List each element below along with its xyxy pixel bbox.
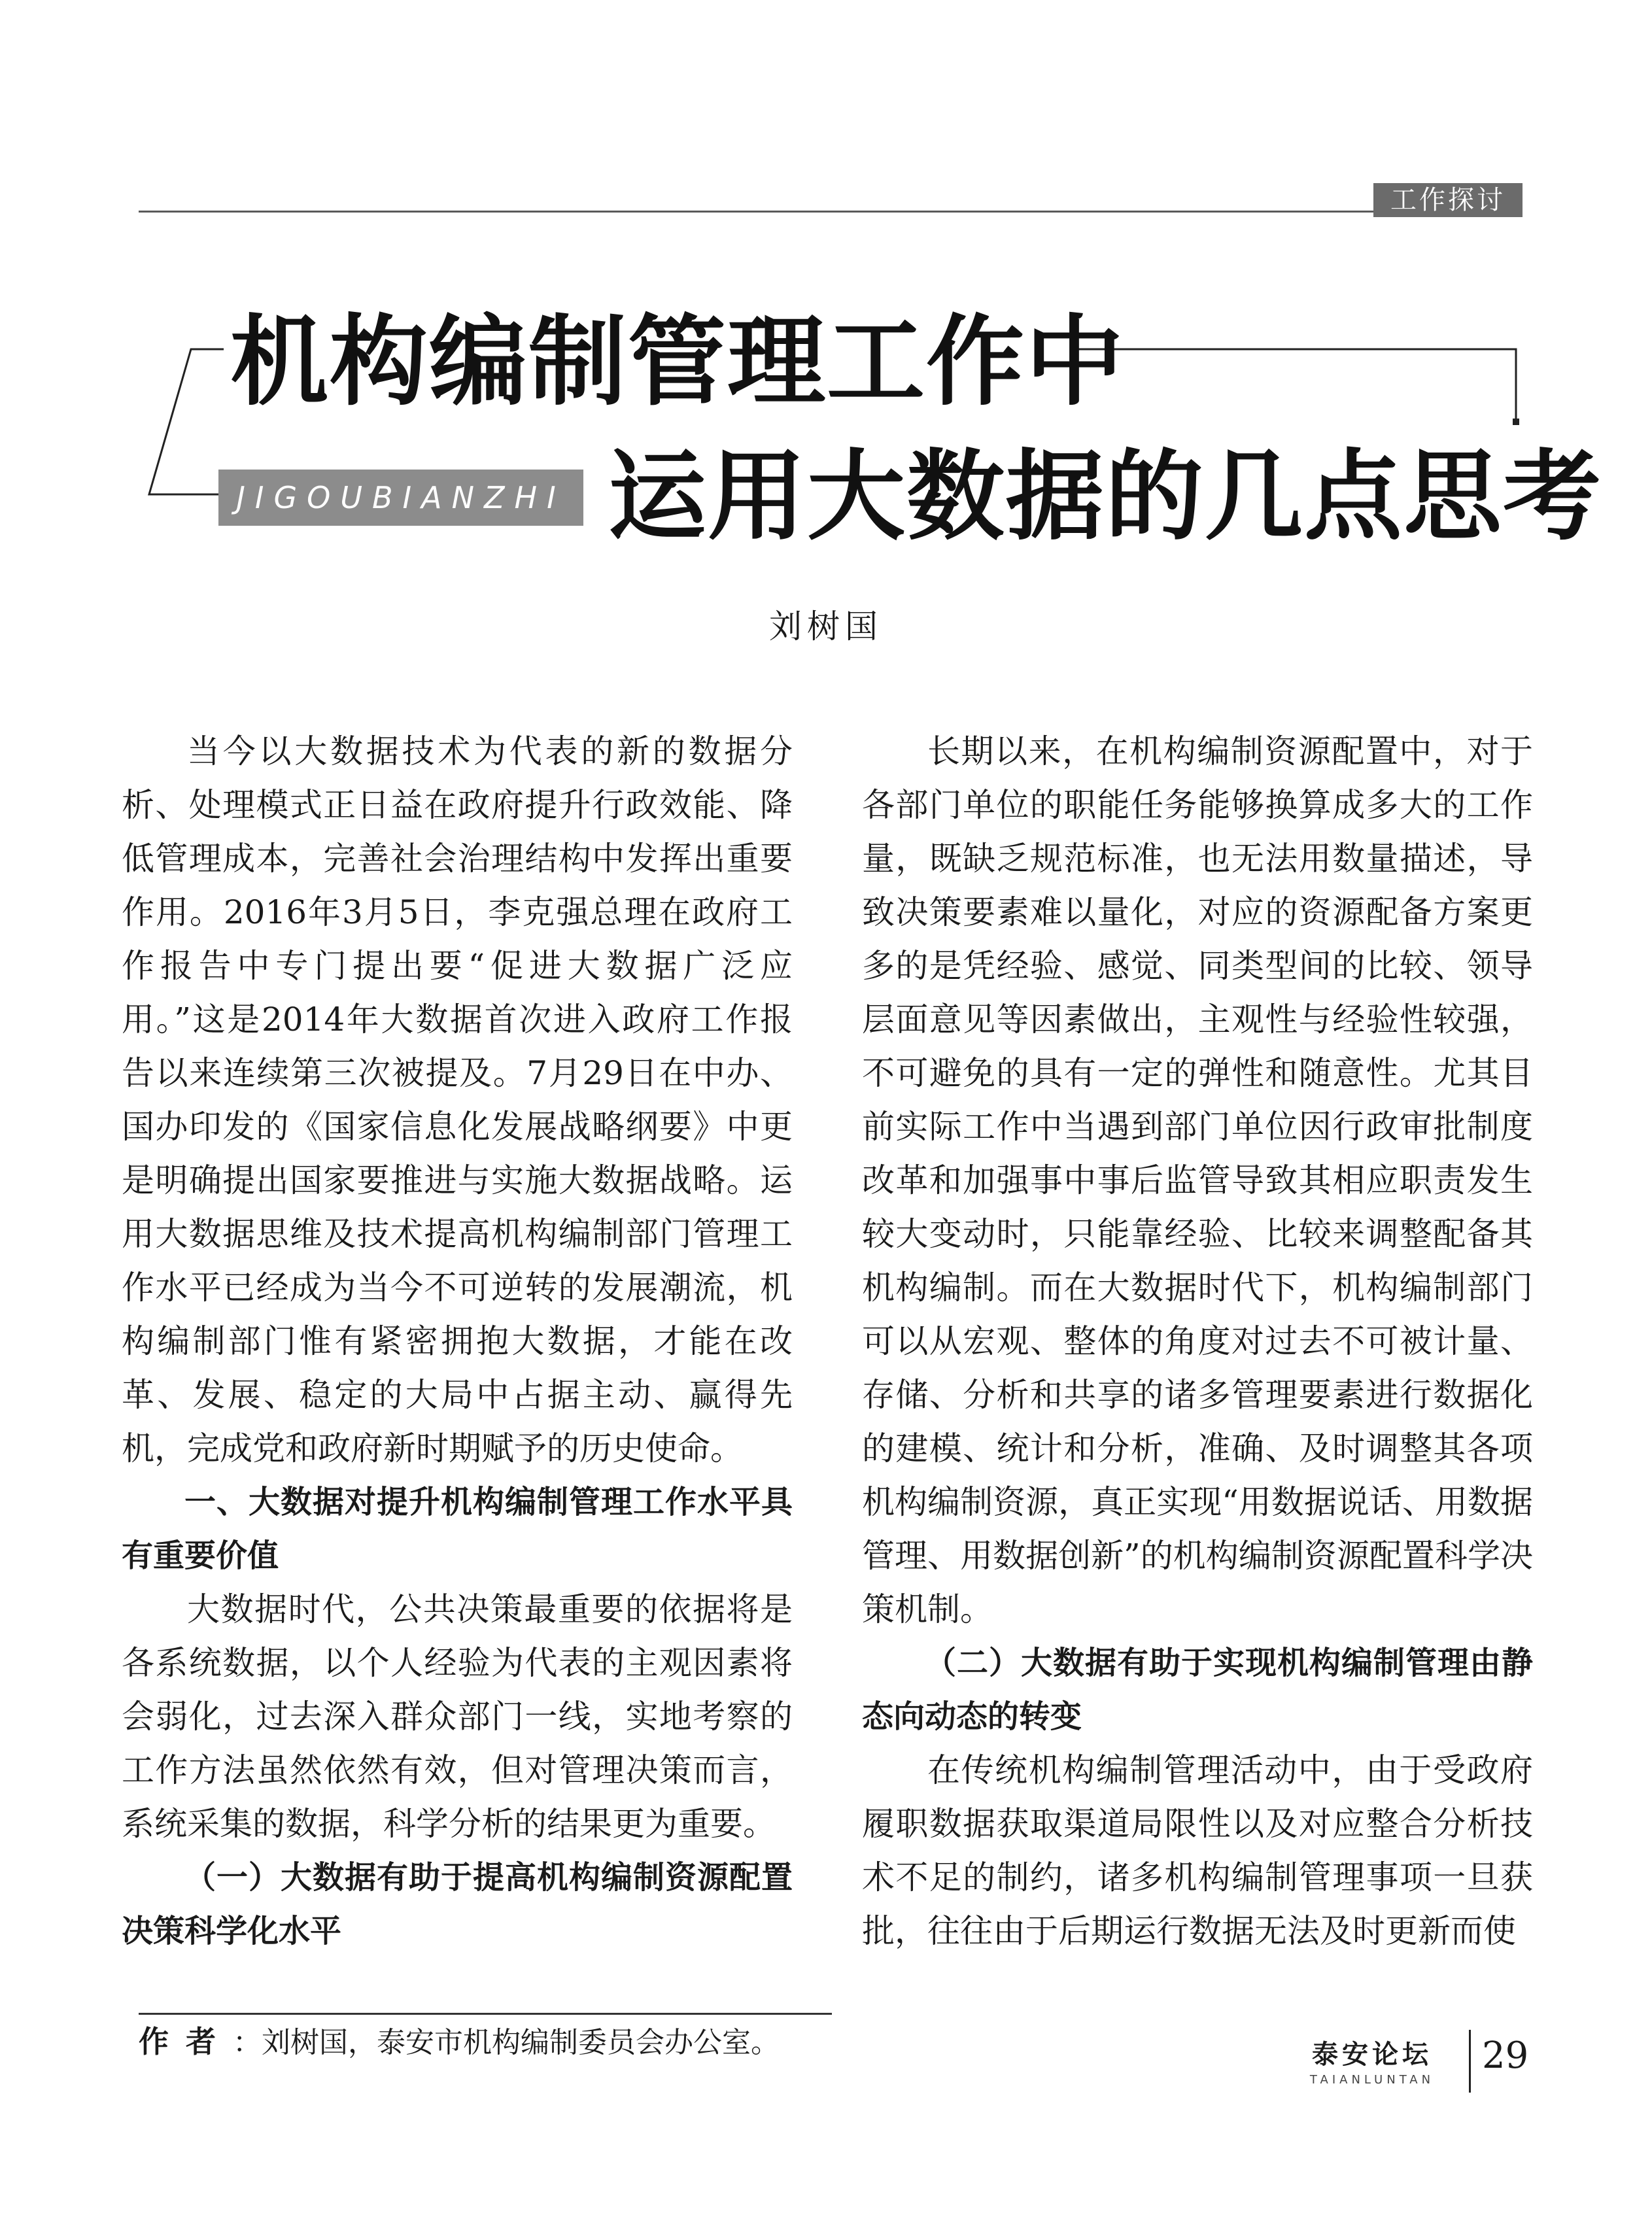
paragraph: 大数据时代，公共决策最重要的依据将是各系统数据，以个人经验为代表的主观因素将会弱化，过去深入群众部门一线，实地考察的工作方法虽然依然有效，但对管理决策而言，系统采集的数据，科学分析的结果更为重要。 [122,1590,793,1843]
title-pinyin-badge: JIGOUBIANZHI [218,470,583,526]
page-number: 29 [1482,2034,1529,2077]
journal-pinyin: TAIANLUNTAN [1309,2073,1435,2087]
section-tag: 工作探讨 [1373,183,1523,217]
paragraph: 当今以大数据技术为代表的新的数据分析、处理模式正日益在政府提升行政效能、降低管理成本，完善社会治理结构中发挥出重要作用。2016年3月5日，李克强总理在政府工作报告中专门提出要“促进大数据广泛应用。”这是2014年大数据首次进入政府工作报告以来连续第三次被提及。7月29日在中办、国办印发的《国家信息化发展战略纲要》中更是明确提出国家要推进与实施大数据战略。运用大数据思维及技术提高机构编制部门管理工作水平已经成为当今不可逆转的发展潮流，机构编制部门惟有紧密拥抱大数据，才能在改革、发展、稳定的大局中占据主动、赢得先机，完成党和政府新时期赋予的历史使命。 [122,732,793,1467]
header-rule [139,211,1523,213]
footnote-text: ：刘树国，泰安市机构编制委员会办公室。 [233,2026,780,2059]
footnote-rule [139,2013,832,2015]
footnote-label: 作者 [139,2024,233,2059]
author-footnote [139,2021,780,2064]
journal-name: 泰安论坛 [1312,2040,1432,2070]
title-frame-dot [1513,419,1519,425]
title-line-2: 运用大数据的几点思考 [608,440,1603,554]
title-frame-left-bracket [149,349,224,494]
section-heading: 一、大数据对提升机构编制管理工作水平具有重要价值 [122,1484,793,1574]
paragraph: 在传统机构编制管理活动中，由于受政府履职数据获取渠道局限性以及对应整合分析技术不足的制约，诸多机构编制管理事项一旦获批，往往由于后期运行数据无法及时更新而使 [862,1751,1533,1950]
title-frame-right-bracket [1073,349,1516,419]
left-column [122,725,793,1958]
author-name: 刘树国 [769,608,883,645]
subsection-heading: （一）大数据有助于提高机构编制资源配置决策科学化水平 [122,1859,793,1949]
right-column [862,725,1533,1958]
title-line-1: 机构编制管理工作中 [230,305,1126,419]
subsection-heading: （二）大数据有助于实现机构编制管理由静态向动态的转变 [862,1645,1533,1735]
folio-divider [1469,2030,1471,2093]
paragraph: 长期以来，在机构编制资源配置中，对于各部门单位的职能任务能够换算成多大的工作量，既缺乏规范标准，也无法用数量描述，导致决策要素难以量化，对应的资源配备方案更多的是凭经验、感觉、同类型间的比较、领导层面意见等因素做出，主观性与经验性较强，不可避免的具有一定的弹性和随意性。尤其目前实际工作中当遇到部门单位因行政审批制度改革和加强事中事后监管导致其相应职责发生较大变动时，只能靠经验、比较来调整配备其机构编制。而在大数据时代下，机构编制部门可以从宏观、整体的角度对过去不可被计量、存储、分析和共享的诸多管理要素进行数据化的建模、统计和分析，准确、及时调整其各项机构编制资源，真正实现“用数据说话、用数据管理、用数据创新”的机构编制资源配置科学决策机制。 [862,732,1533,1628]
